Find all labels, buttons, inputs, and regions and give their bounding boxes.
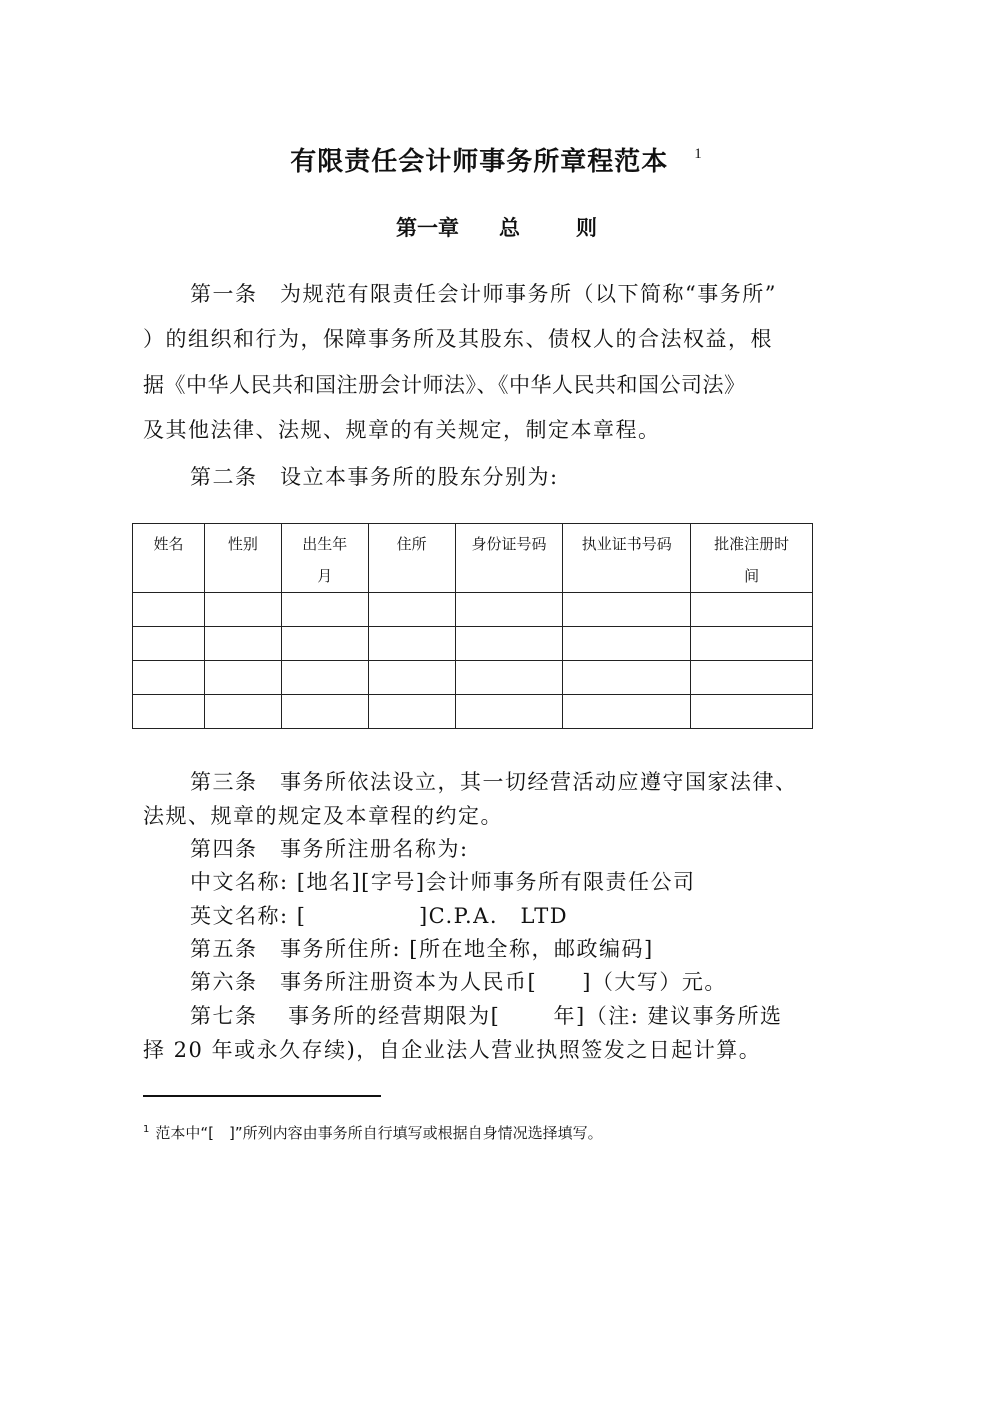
english-name: 英文名称: [ ]C.P.A. LTD bbox=[190, 904, 569, 928]
article-1-line-2: ）的组织和行为，保障事务所及其股东、债权人的合法权益，根 bbox=[143, 327, 773, 351]
table-row bbox=[133, 661, 813, 695]
table-row bbox=[133, 593, 813, 627]
shareholder-table bbox=[132, 523, 813, 729]
footnote bbox=[143, 1122, 603, 1143]
header-license-number: 执业证书号码 bbox=[563, 524, 691, 593]
chapter-name-part1: 总 bbox=[499, 216, 520, 240]
document-title bbox=[0, 141, 993, 178]
footnote-mark: 1 bbox=[143, 1124, 150, 1135]
article-3-line-2: 法规、规章的规定及本章程的约定。 bbox=[143, 804, 503, 828]
chapter-name-part2: 则 bbox=[576, 216, 597, 240]
header-name: 姓名 bbox=[133, 524, 205, 593]
header-gender: 性别 bbox=[204, 524, 281, 593]
article-4: 第四条 事务所注册名称为: bbox=[190, 837, 469, 861]
header-registration-date: 批准注册时 间 bbox=[691, 524, 813, 593]
chinese-name: 中文名称: [地名][字号]会计师事务所有限责任公司 bbox=[190, 870, 696, 894]
article-7-line-2: 择 20 年或永久存续)，自企业法人营业执照签发之日起计算。 bbox=[143, 1038, 762, 1062]
header-id-number: 身份证号码 bbox=[455, 524, 563, 593]
footnote-separator bbox=[143, 1095, 381, 1097]
header-birth-date: 出生年 月 bbox=[281, 524, 368, 593]
footnote-text: 范本中“[ ]”所列内容由事务所自行填写或根据自身情况选择填写。 bbox=[155, 1124, 603, 1142]
table-row bbox=[133, 627, 813, 661]
table-row bbox=[133, 695, 813, 729]
article-1-line-4: 及其他法律、法规、规章的有关规定，制定本章程。 bbox=[143, 418, 661, 442]
chapter-number: 第一章 bbox=[396, 216, 459, 240]
chapter-heading bbox=[0, 212, 993, 242]
document-title-text: 有限责任会计师事务所章程范本 bbox=[290, 147, 669, 177]
table-header-row bbox=[133, 524, 813, 593]
article-6: 第六条 事务所注册资本为人民币[ ]（大写）元。 bbox=[190, 970, 727, 994]
article-1-line-1: 第一条 为规范有限责任会计师事务所（以下简称“事务所” bbox=[190, 282, 777, 306]
article-1-line-3: 据《中华人民共和国注册会计师法》、《中华人民共和国公司法》 bbox=[143, 373, 746, 397]
header-address: 住所 bbox=[368, 524, 455, 593]
footnote-reference: 1 bbox=[694, 146, 703, 162]
article-7-line-1: 第七条 事务所的经营期限为[ 年]（注: 建议事务所选 bbox=[190, 1004, 783, 1028]
article-2: 第二条 设立本事务所的股东分别为: bbox=[190, 465, 559, 489]
article-3-line-1: 第三条 事务所依法设立，其一切经营活动应遵守国家法律、 bbox=[190, 770, 798, 794]
article-5: 第五条 事务所住所: [所在地全称，邮政编码] bbox=[190, 937, 654, 961]
